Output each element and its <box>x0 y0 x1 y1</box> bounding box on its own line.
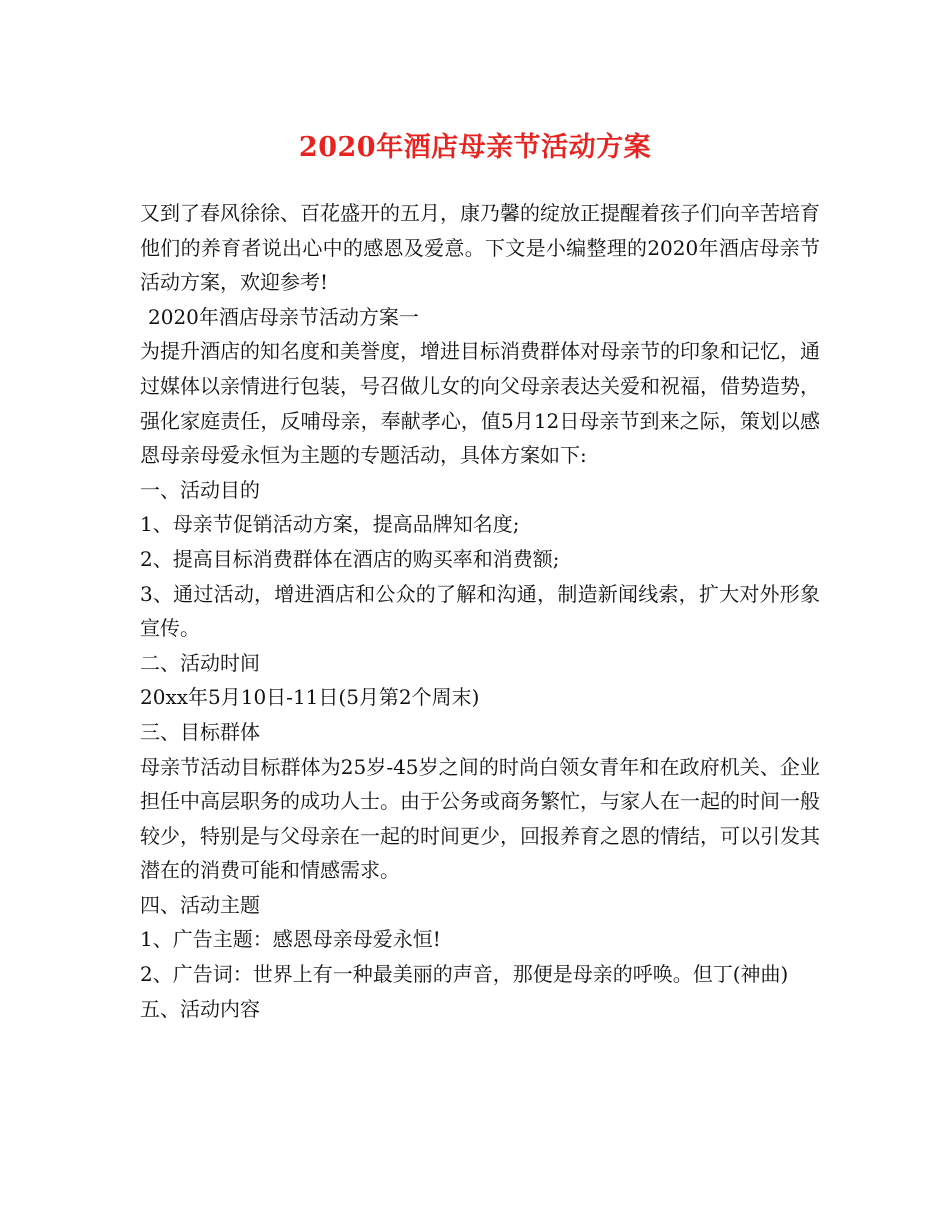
purpose-item-3: 3、通过活动，增进酒店和公众的了解和沟通，制造新闻线索，扩大对外形象宣传。 <box>140 581 820 641</box>
purpose-item-2: 2、提高目标消费群体在酒店的购买率和消费额; <box>140 546 560 571</box>
theme-item-1: 1、广告主题：感恩母亲母爱永恒! <box>140 927 441 952</box>
document-body <box>140 196 820 1026</box>
audience-paragraph: 母亲节活动目标群体为25岁-45岁之间的时尚白领女青年和在政府机关、企业担任中高层职务的成功人士。由于公务或商务繁忙，与家人在一起的时间一般较少，特别是与父母亲在一起的时间更少，回报养育之恩的情结，可以引发其潜在的消费可能和情感需求。 <box>140 754 820 883</box>
background-paragraph: 为提升酒店的知名度和美誉度，增进目标消费群体对母亲节的印象和记忆，通过媒体以亲情进行包装，号召做儿女的向父母亲表达关爱和祝福，借势造势，强化家庭责任，反哺母亲，奉献孝心，值5月12日母亲节到来之际，策划以感恩母亲母爱永恒为主题的专题活动，具体方案如下: <box>140 339 820 468</box>
purpose-item-1: 1、母亲节促销活动方案，提高品牌知名度; <box>140 512 520 537</box>
heading-purpose: 一、活动目的 <box>140 477 260 502</box>
time-value: 20xx年5月10日-11日(5月第2个周末) <box>140 685 480 710</box>
section-subtitle: 2020年酒店母亲节活动方案一 <box>148 304 419 329</box>
theme-item-2: 2、广告词：世界上有一种最美丽的声音，那便是母亲的呼唤。但丁(神曲) <box>140 962 789 987</box>
heading-time: 二、活动时间 <box>140 650 260 675</box>
heading-audience: 三、目标群体 <box>140 719 260 744</box>
intro-paragraph: 又到了春风徐徐、百花盛开的五月，康乃馨的绽放正提醒着孩子们向辛苦培育他们的养育者说出心中的感恩及爱意。下文是小编整理的2020年酒店母亲节活动方案，欢迎参考! <box>140 201 820 295</box>
heading-theme: 四、活动主题 <box>140 892 260 917</box>
document-title: 2020年酒店母亲节活动方案 <box>298 132 652 163</box>
heading-content: 五、活动内容 <box>140 996 260 1021</box>
